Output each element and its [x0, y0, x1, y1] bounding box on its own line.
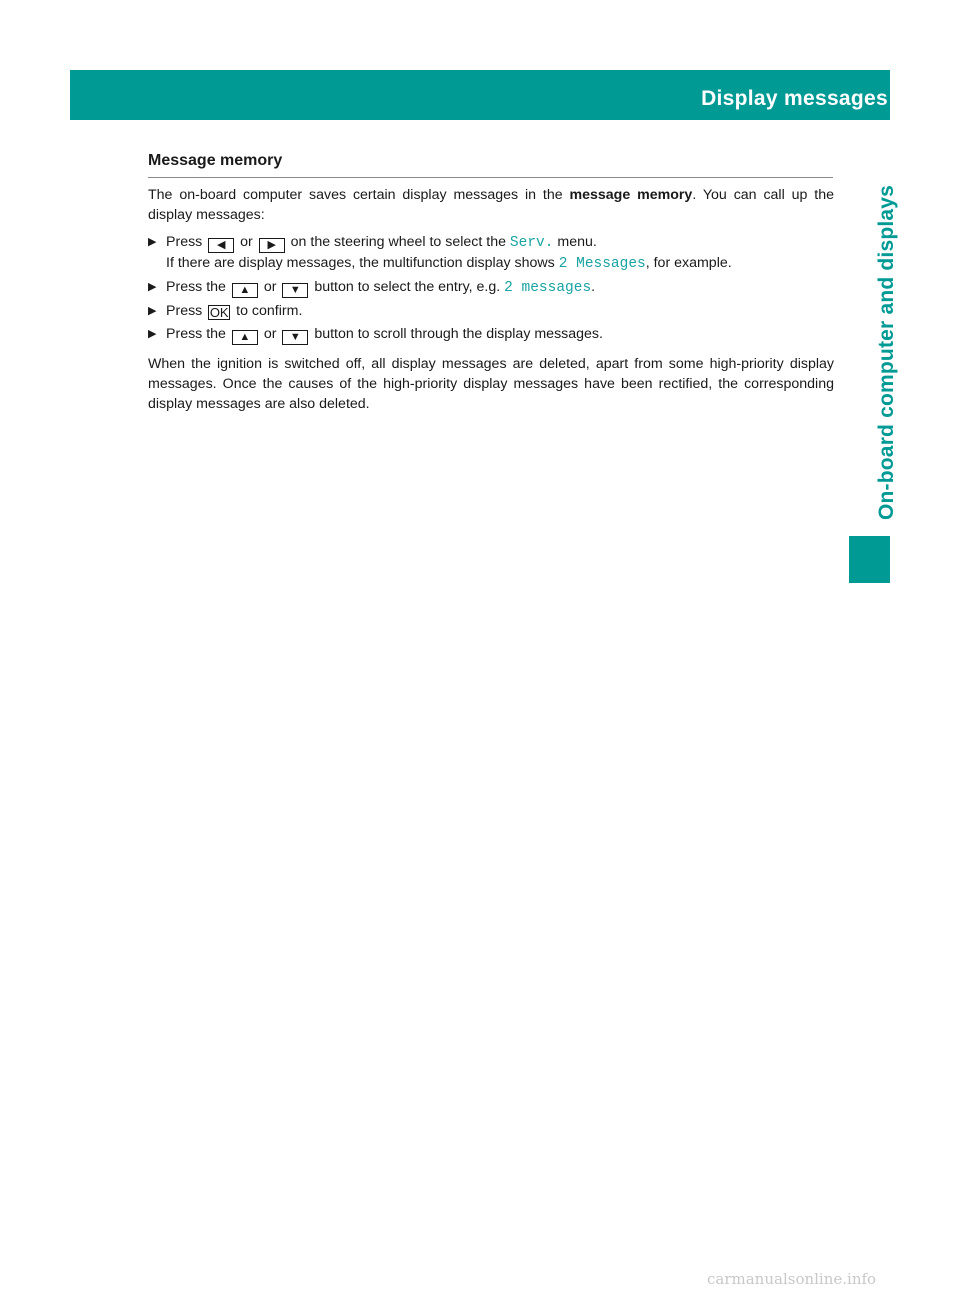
ok-key-icon: OK — [209, 305, 229, 320]
step-arrow-icon: ▶ — [148, 281, 157, 293]
step-text: . — [591, 279, 596, 295]
side-tab-marker — [849, 536, 890, 583]
step-arrow-icon: ▶ — [148, 328, 157, 340]
display-text-messages-entry: 2 messages — [504, 280, 592, 296]
intro-paragraph — [148, 185, 834, 225]
step-text: button to select the entry, e.g. — [310, 279, 505, 295]
section-content — [148, 185, 834, 428]
section-divider — [148, 177, 833, 178]
step-arrow-icon: ▶ — [148, 236, 157, 248]
display-text-serv: Serv. — [509, 235, 554, 251]
down-arrow-key-icon: ▼ — [282, 330, 308, 345]
header-bar — [70, 70, 948, 120]
watermark: carmanualsonline.info — [707, 1270, 877, 1288]
step-text: or — [259, 279, 281, 295]
up-arrow-key-icon: ▲ — [232, 330, 258, 345]
section-title: Message memory — [148, 152, 283, 169]
intro-bold-term: message memory — [569, 187, 693, 203]
left-arrow-key-icon: ◀ — [208, 238, 234, 253]
step-text: button to scroll through the display messages. — [310, 326, 603, 342]
header-title: Display messages — [701, 87, 888, 110]
step-item — [148, 232, 834, 274]
step-text: Press — [166, 303, 207, 319]
up-arrow-key-icon: ▲ — [232, 283, 258, 298]
step-text: Press the — [166, 326, 230, 342]
step-text: Press — [166, 234, 207, 250]
side-tab-label: On-board computer and displays — [875, 184, 898, 520]
step-text: Press the — [166, 279, 230, 295]
step-text: If there are display messages, the multifunction display shows — [166, 255, 559, 271]
display-text-messages: 2 Messages — [558, 256, 646, 272]
intro-text-after: . You can call up the display messages: — [148, 187, 834, 223]
step-text: or — [259, 326, 281, 342]
step-text: , for example. — [645, 255, 732, 271]
down-arrow-key-icon: ▼ — [282, 283, 308, 298]
step-text: menu. — [553, 234, 597, 250]
right-arrow-key-icon: ▶ — [259, 238, 285, 253]
closing-paragraph: When the ignition is switched off, all display messages are deleted, apart from some high-priority display messages. Once the causes of the high-priority display messages have been rectified, the corresponding display messages are also deleted. — [148, 356, 834, 412]
step-arrow-icon: ▶ — [148, 305, 157, 317]
step-item — [148, 324, 834, 345]
step-item — [148, 277, 834, 298]
step-text: or — [236, 234, 257, 250]
page-number: 221 — [916, 88, 948, 109]
step-text: on the steering wheel to select the — [286, 234, 510, 250]
step-item — [148, 301, 834, 321]
step-text: to confirm. — [232, 303, 303, 319]
intro-text-before: The on-board computer saves certain display messages in the — [148, 187, 570, 203]
